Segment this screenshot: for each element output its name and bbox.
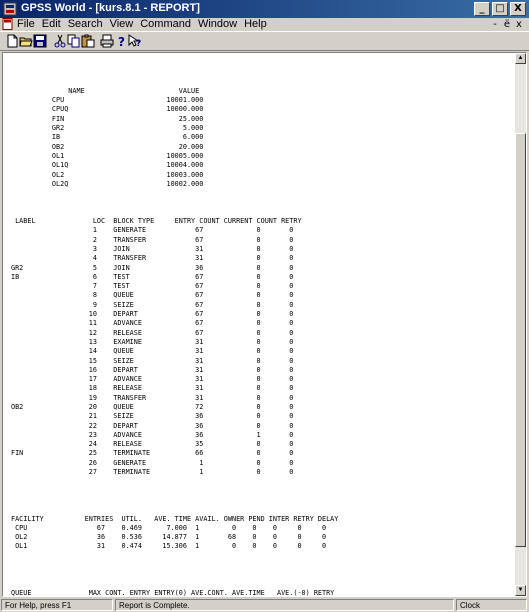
- report-line: 17 ADVANCE 31 0 0: [11, 375, 294, 384]
- report-line: 16 DEPART 31 0 0: [11, 365, 294, 374]
- report-line: CPU 10001.000: [11, 96, 204, 105]
- report-line: OL2 36 0.536 14.877 1 68 0 0 0 0: [11, 533, 327, 542]
- report-line: OL1Q 10004.000: [11, 161, 204, 170]
- new-icon[interactable]: [5, 34, 19, 48]
- report-line: CPUQ 10000.000: [11, 105, 204, 114]
- report-line: OL2 10003.000: [11, 170, 204, 179]
- report-line: [11, 477, 511, 486]
- report-line: [11, 78, 511, 87]
- report-line: 26 GENERATE 1 0 0: [11, 458, 294, 467]
- report-line: 11 ADVANCE 67 0 0: [11, 319, 294, 328]
- menu-file[interactable]: File: [17, 18, 35, 30]
- report-line: FACILITY ENTRIES UTIL. AVE. TIME AVAIL. OWNER PEND INTER RETRY DELAY: [11, 514, 339, 523]
- document-icon[interactable]: [2, 18, 13, 30]
- report-line: OB2 20.000: [11, 142, 204, 151]
- report-line: 22 DEPART 36 0 0: [11, 421, 294, 430]
- menu-window[interactable]: Window: [197, 18, 238, 30]
- report-text: [11, 59, 511, 597]
- scroll-up-arrow-icon[interactable]: ▲: [515, 53, 526, 64]
- title-bar[interactable]: [0, 0, 529, 18]
- report-line: 8 QUEUE 67 0 0: [11, 291, 294, 300]
- mdi-restore-button[interactable]: ё: [503, 19, 511, 30]
- report-line: 24 RELEASE 35 0 0: [11, 440, 294, 449]
- report-line: 9 SEIZE 67 0 0: [11, 300, 294, 309]
- report-line: [11, 496, 511, 505]
- report-line: 12 RELEASE 67 0 0: [11, 328, 294, 337]
- report-line: GR2 5 JOIN 36 0 0: [11, 263, 294, 272]
- report-line: 2 TRANSFER 67 0 0: [11, 235, 294, 244]
- report-line: [11, 189, 511, 198]
- menu-command[interactable]: Command: [140, 18, 191, 30]
- help-icon[interactable]: [114, 34, 128, 48]
- report-line: [11, 505, 511, 514]
- menu-search[interactable]: Search: [67, 18, 103, 30]
- menu-view[interactable]: View: [109, 18, 134, 30]
- maximize-button[interactable]: □: [492, 2, 508, 16]
- report-line: [11, 552, 511, 561]
- vertical-scrollbar[interactable]: [515, 53, 526, 596]
- report-line: 10 DEPART 67 0 0: [11, 310, 294, 319]
- status-help-text: For Help, press F1: [1, 599, 113, 611]
- mdi-close-button[interactable]: x: [516, 19, 522, 30]
- report-line: IB 6.000: [11, 133, 204, 142]
- scroll-thumb[interactable]: [515, 133, 526, 547]
- report-line: OL1 10005.000: [11, 151, 204, 160]
- report-line: 21 SEIZE 36 0 0: [11, 412, 294, 421]
- mdi-minimize-button[interactable]: -: [493, 19, 497, 30]
- menu-edit[interactable]: Edit: [41, 18, 61, 30]
- report-line: LABEL LOC BLOCK TYPE ENTRY COUNT CURRENT COUNT RETRY: [11, 217, 302, 226]
- close-button[interactable]: X: [510, 2, 526, 16]
- status-bar: [0, 598, 529, 612]
- report-line: 13 EXAMINE 31 0 0: [11, 337, 294, 346]
- svg-text:?: ?: [136, 39, 142, 48]
- save-icon[interactable]: [33, 34, 47, 48]
- minimize-button[interactable]: _: [474, 2, 490, 16]
- print-icon[interactable]: [100, 34, 114, 48]
- report-line: 4 TRANSFER 31 0 0: [11, 254, 294, 263]
- menu-help[interactable]: Help: [244, 18, 267, 30]
- report-line: QUEUE MAX CONT. ENTRY ENTRY(0) AVE.CONT. AVE.TIME AVE.(-0) RETRY: [11, 588, 335, 597]
- svg-text:?: ?: [118, 35, 125, 48]
- report-line: [11, 198, 511, 207]
- context-help-icon[interactable]: [128, 34, 142, 48]
- report-line: GR2 5.000: [11, 124, 204, 133]
- menu-bar: [0, 18, 529, 31]
- report-line: 19 TRANSFER 31 0 0: [11, 393, 294, 402]
- report-line: [11, 570, 511, 579]
- report-line: [11, 68, 511, 77]
- report-line: 14 QUEUE 31 0 0: [11, 347, 294, 356]
- toolbar: [0, 31, 529, 51]
- report-line: [11, 561, 511, 570]
- report-line: NAME VALUE: [11, 86, 200, 95]
- copy-icon[interactable]: [67, 34, 81, 48]
- report-line: [11, 208, 511, 217]
- report-line: 1 GENERATE 67 0 0: [11, 226, 294, 235]
- report-line: FIN 25 TERMINATE 66 0 0: [11, 449, 294, 458]
- report-window[interactable]: [2, 52, 527, 597]
- status-message: Report is Complete.: [115, 599, 454, 611]
- report-line: [11, 487, 511, 496]
- report-line: OL2Q 10002.000: [11, 179, 204, 188]
- report-line: IB 6 TEST 67 0 0: [11, 272, 294, 281]
- report-line: 18 RELEASE 31 0 0: [11, 384, 294, 393]
- report-line: 23 ADVANCE 36 1 0: [11, 430, 294, 439]
- report-line: CPU 67 0.469 7.000 1 0 0 0 0 0: [11, 523, 327, 532]
- report-line: [11, 59, 511, 68]
- report-line: 27 TERMINATE 1 0 0: [11, 468, 294, 477]
- report-line: OB2 20 QUEUE 72 0 0: [11, 402, 294, 411]
- report-line: [11, 580, 511, 589]
- window-title: GPSS World - [kurs.8.1 - REPORT]: [21, 2, 200, 14]
- scroll-down-arrow-icon[interactable]: ▼: [515, 585, 526, 596]
- report-line: 3 JOIN 31 0 0: [11, 244, 294, 253]
- report-line: OL1 31 0.474 15.306 1 0 0 0 0 0: [11, 542, 327, 551]
- report-line: 15 SEIZE 31 0 0: [11, 356, 294, 365]
- gpss-app-icon[interactable]: [3, 2, 17, 16]
- open-icon[interactable]: [19, 34, 33, 48]
- paste-icon[interactable]: [81, 34, 95, 48]
- cut-icon[interactable]: [53, 34, 67, 48]
- status-clock: Clock: [456, 599, 527, 611]
- report-line: FIN 25.000: [11, 114, 204, 123]
- report-line: 7 TEST 67 0 0: [11, 282, 294, 291]
